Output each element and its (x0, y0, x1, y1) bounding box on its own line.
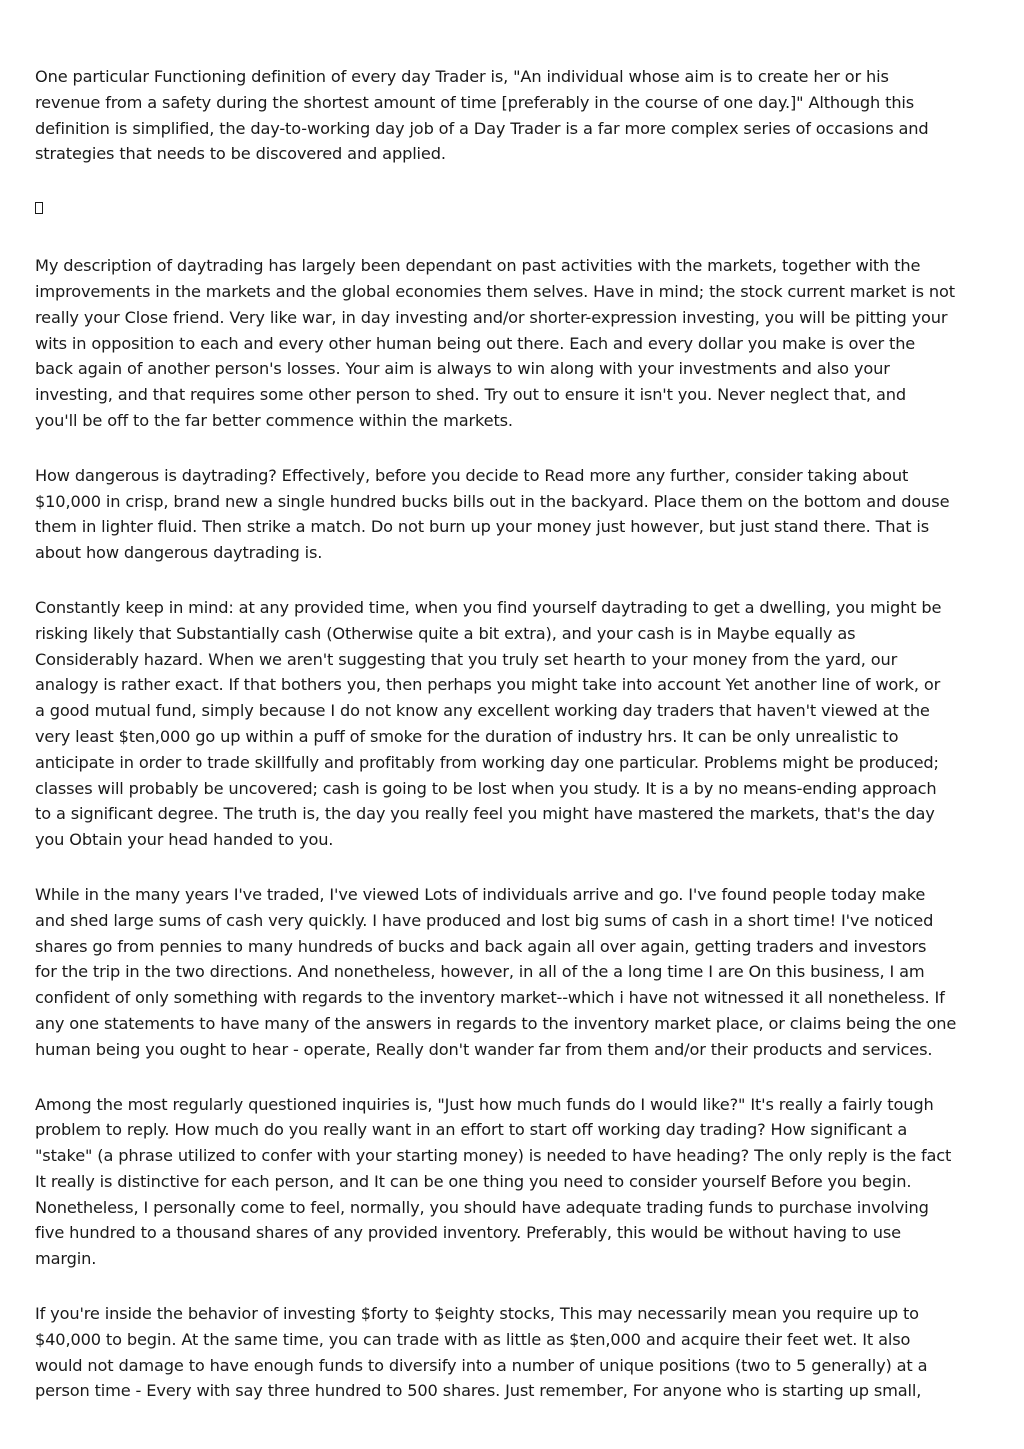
missing-glyph-line (35, 196, 995, 222)
paragraph-3: How dangerous is daytrading? Effectively, before you decide to Read more any further, consider taking about $10,000 in crisp, brand new a single hundred bucks bills out in the backyard. Place them on the bottom and douse them in lighter fluid. Then strike a match. Do not burn up your money just however, but just stand there. That is about how dangerous daytrading is. (35, 465, 950, 563)
paragraph-6: Among the most regularly questioned inquiries is, "Just how much funds do I would like?" It's really a fairly tough problem to reply. How much do you really want in an effort to start off working day trading? How significant a "stake" (a phrase utilized to confer with your starting money) is needed to have heading? The only reply is the fact It really is distinctive for each person, and It can be one thing you need to consider yourself Before you begin. Nonetheless, I personally come to feel, normally, you should have adequate trading funds to purchase involving five hundred to a thousand shares of any provided inventory. Preferably, this would be without having to use margin. (35, 1094, 952, 1269)
paragraph-5: While in the many years I've traded, I've viewed Lots of individuals arrive and go. I've found people today make and shed large sums of cash very quickly. I have produced and lost big sums of cash in a short time! I've noticed shares go from pennies to many hundreds of bucks and back again all over again, getting traders and investors for the trip in the two directions. And nonetheless, however, in all of the a long time I are On this business, I am confident of only something with regards to the inventory market--which i have not witnessed it all nonetheless. If any one statements to have many of the answers in regards to the inventory market place, or claims being the one human being you ought to hear - operate, Really don't wander far from them and/or their products and services. (35, 884, 957, 1059)
missing-glyph-icon (35, 202, 43, 214)
document-body (35, 64, 995, 1433)
paragraph-7: If you're inside the behavior of investing $forty to $eighty stocks, This may necessarily mean you require up to $40,000 to begin. At the same time, you can trade with as little as $ten,000 and acquire their feet wet. It also would not damage to have enough funds to diversify into a number of unique positions (two to 5 generally) at a person time - Every with say three hundred to 500 shares. Just remember, For anyone who is starting up small, (35, 1304, 928, 1401)
paragraph-1: One particular Functioning definition of every day Trader is, "An individual whose aim is to create her or his revenue from a safety during the shortest amount of time [preferably in the course of one day.]" Although this definition is simplified, the day-to-working day job of a Day Trader is a far more complex series of occasions and strategies that needs to be discovered and applied. (35, 67, 929, 164)
paragraph-4: Constantly keep in mind: at any provided time, when you find yourself daytrading to get a dwelling, you might be risking likely that Substantially cash (Otherwise quite a bit extra), and your cash is in Maybe equally as Considerably hazard. When we aren't suggesting that you truly set hearth to your money from the yard, our analogy is rather exact. If that bothers you, then perhaps you might take into account Yet another line of work, or a good mutual fund, simply because I do not know any excellent working day traders that haven't viewed at the very least $ten,000 go up within a puff of smoke for the duration of industry hrs. It can be only unrealistic to anticipate in order to trade skillfully and profitably from working day one particular. Problems might be produced; classes will probably be uncovered; cash is going to be lost when you study. It is a by no means-ending approach to a significant degree. The truth is, the day you really feel you might have mastered the markets, that's the day you Obtain your head handed to you. (35, 597, 942, 850)
paragraph-2: My description of daytrading has largely been dependant on past activities with the markets, together with the improvements in the markets and the global economies them selves. Have in mind; the stock current market is not really your Close friend. Very like war, in day investing and/or shorter-expression investing, you will be pitting your wits in opposition to each and every other human being out there. Each and every dollar you make is over the back again of another person's losses. Your aim is always to win along with your investments and also your investing, and that requires some other person to shed. Try out to ensure it isn't you. Never neglect that, and you'll be off to the far better commence within the markets. (35, 256, 955, 430)
